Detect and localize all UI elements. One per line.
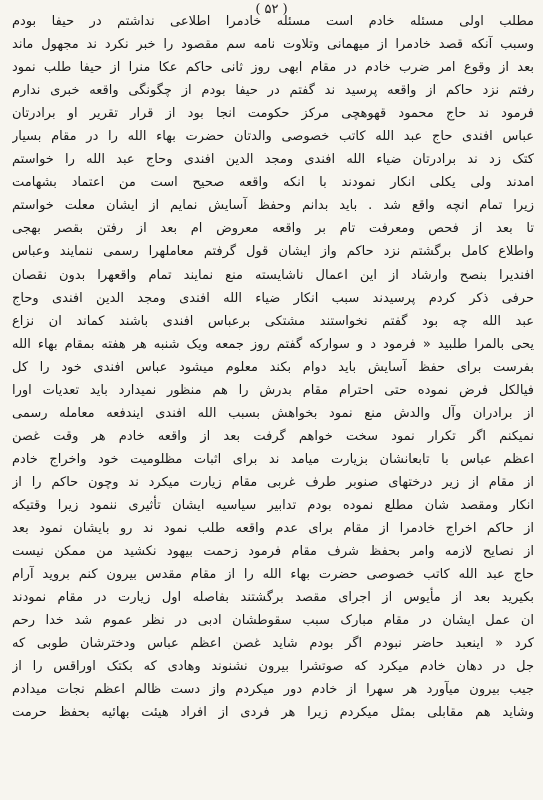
text-line: کرد « اینعبد حاضر نبودم اگر بودم شاید غصن اعظم عباس ودخترشان طوبی که	[12, 636, 534, 652]
text-line: افندیرا بنصح وارشاد از این اعمال ناشایسته منع نمایند تمام واقعهرا بدون نقصان	[12, 267, 534, 283]
text-line: فیالکل فرض نموده حتی احترام مقام بدرش را هم منظور نمیدارد باید تعدیات اورا	[12, 382, 534, 398]
text-line: حرفی ذکر کردم پرسیدند سبب انکار ضیاء الله افندی ومجد الدین افندی وحاج	[12, 290, 534, 306]
text-line: کتک زد ند برادرتان ضیاء الله افندی ومجد الدین افندی وحاج عبد الله را خواستم	[12, 152, 534, 168]
text-line: از نصایح لازمه وامر بحفظ شرف مقام فرمود زحمت بیهود نکشید من ممکن نیست	[12, 544, 534, 560]
text-line: یحی بالمرا طلبید « فرمود د و سوارکه گفتم روز جمعه ویک شنبه هر هفته بمقام بهاء الله	[12, 336, 534, 352]
text-line: امدند ولی یکلی انکار نمودند با انکه واقعه صحیح است من اعتماد بشهامت	[12, 175, 534, 191]
text-line: مطلب اولی مسئله خادم است مسئله خادمرا اطلاعی نداشتم در حیفا بودم	[12, 14, 534, 29]
text-line: بکیرید بعد از مأیوس از اجرای مقصد برگشتند بفاصله اول زیارت در مقام نمودند	[12, 590, 534, 606]
text-line: عباس افندی حاج عبد الله کاتب خصوصی والدتان حضرت بهاء الله را در مقام بسیار	[12, 129, 534, 145]
text-line: عبد الله چه بود گفتم نخواستند مشتکی برعباس افندی باشند کماند ان نزاع	[12, 313, 534, 329]
text-line: نمیکنم اگر تکرار نمود سخت خواهم گرفت بعد از واقعه خادم هر وقت غصن	[12, 428, 534, 444]
text-line: وسبب آنکه قصد خادمرا از میهمانی وتلاوت نامه سم مقصود را خبر نکرد ند مجهول ماند	[12, 37, 534, 53]
text-line: وشاید هم مقابلی بمثل میکردم زیرا هر فردی از افراد هیئت بهائیه بحفظ حرمت	[12, 705, 534, 721]
text-line: جل در دهان خادم میکرد که صوتشرا بیرون نشنوند وهادی که بکتک اوراقس را از	[12, 659, 534, 675]
text-line: بفرست برای حفظ آسایش باید دوام بکند معلوم میشود عباس افندی خود را کل	[12, 359, 534, 375]
text-line: بعد از وقوع امر ضرب خادم در مقام ابهی روز ثانی حاکم عکا منرا از حیفا طلب نمود	[12, 60, 534, 76]
text-line: از برادران وآل والدش منع نمود بخواهش بسبب الله افندی ایندفعه معامله رسمی	[12, 405, 534, 421]
page-number: ( ۵۲ )	[255, 2, 288, 17]
text-line: زیرا تمام انچه واقع شد . باید بدانم وحفظ آسایش نمایم از ایشان معلت خواستم	[12, 198, 534, 214]
text-line: فرمود ند حاج محمود قهوهچی مرکز حکومت انجا بود از قرار تقریر او برادرتان	[12, 106, 534, 122]
text-line: ان عمل ایشان در مقام مبارک سبب سقوطشان ادبی در نظر عموم شد خدا رحم	[12, 613, 534, 629]
text-line: جیب بیرون میآورد هر سهرا از خادم دور میکردم واز دست ظالم اعظم نجات میدادم	[12, 682, 534, 698]
text-line: حاج عبد الله کاتب خصوصی حضرت بهاء الله را از مقام مقدس بیرون کنم بروید آرام	[12, 567, 534, 583]
text-line: از مقام از زیر درختهای صنوبر طرف غربی مقام زیارت میکرد ند وچون حاکم را از	[12, 474, 534, 490]
text-line: تا بعد از فحص ومعرفت تام بر واقعه معروض ام بعد از رفتن بقصر بهجی	[12, 221, 534, 237]
text-line: رفتم نزد حاکم از واقعه پرسید ند گفتم در حیفا بودم از چگونگی واقعه خبری ندارم	[12, 83, 534, 99]
text-line: اعظم عباس با تابعانشان بزیارت میامد ند برای اثبات مظلومیت خود واخراج خادم	[12, 451, 534, 467]
text-line: انکار ومقصد شان مطلع نموده بودم تدابیر سیاسیه ایشان تأثیری ننمود زیرا وقتیکه	[12, 497, 534, 513]
text-line: از حاکم اخراج خادمرا از مقام برای عدم واقعه طلب نمود ند رو بایشان نمود بعد	[12, 521, 534, 537]
body-text	[12, 10, 534, 724]
text-line: واطلاع کامل برگشتم نزد حاکم واز ایشان قول گرفتم معاملهرا رسمی ننمایند وعباس	[12, 244, 534, 260]
